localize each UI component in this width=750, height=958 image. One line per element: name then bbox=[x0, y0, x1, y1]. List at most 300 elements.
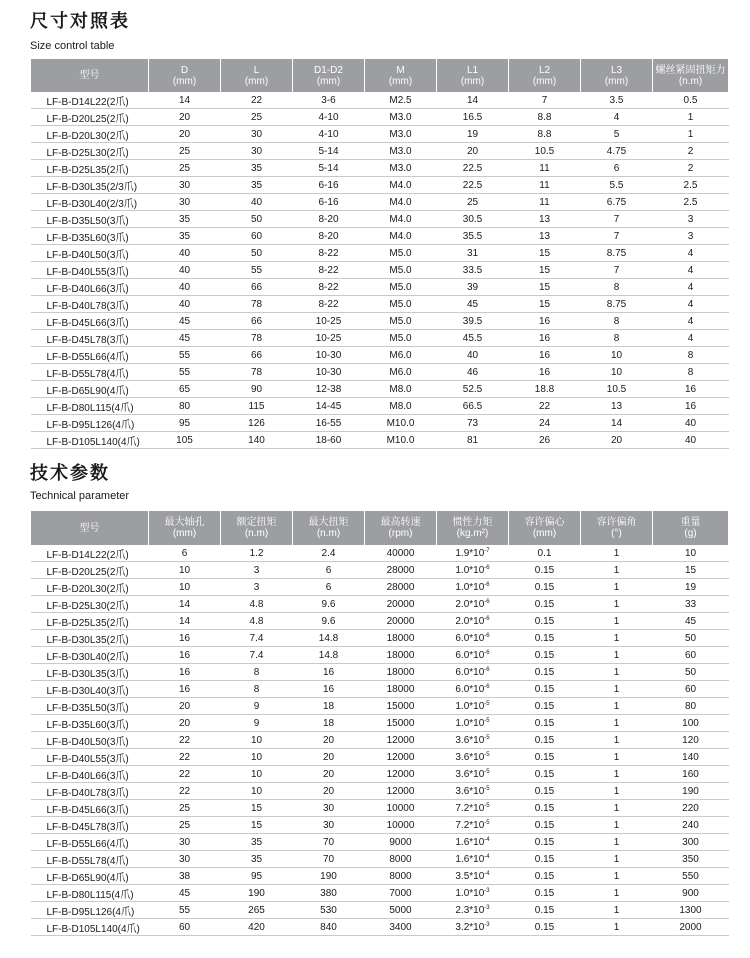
value-cell: 25 bbox=[437, 194, 509, 211]
value-cell: 19 bbox=[653, 579, 729, 596]
column-header: 额定扭矩 (n.m) bbox=[221, 511, 293, 545]
value-cell: M4.0 bbox=[365, 194, 437, 211]
column-header: 最大扭矩 (n.m) bbox=[293, 511, 365, 545]
tech-table-subtitle: Technical parameter bbox=[30, 490, 130, 502]
value-cell: 22 bbox=[221, 92, 293, 109]
value-cell: 15 bbox=[509, 279, 581, 296]
value-cell: 115 bbox=[221, 398, 293, 415]
model-cell: LF-B-D30L35(2爪) bbox=[31, 630, 149, 647]
value-cell: M4.0 bbox=[365, 177, 437, 194]
value-cell: M5.0 bbox=[365, 245, 437, 262]
value-cell: 90 bbox=[221, 381, 293, 398]
table-row bbox=[31, 126, 729, 143]
value-cell: 80 bbox=[149, 398, 221, 415]
value-cell: 18 bbox=[293, 698, 365, 715]
model-cell: LF-B-D40L66(3爪) bbox=[31, 766, 149, 783]
value-cell: 4.75 bbox=[581, 143, 653, 160]
value-cell: 5-14 bbox=[293, 160, 365, 177]
value-cell: $1.6*10^{-4}$ bbox=[437, 851, 509, 868]
model-cell: LF-B-D105L140(4爪) bbox=[31, 432, 149, 449]
table-row bbox=[31, 194, 729, 211]
value-cell: 8-20 bbox=[293, 211, 365, 228]
value-cell: 66 bbox=[221, 279, 293, 296]
value-cell: 45 bbox=[437, 296, 509, 313]
value-cell: 8 bbox=[221, 681, 293, 698]
table-row bbox=[31, 664, 729, 681]
value-cell: 3.5 bbox=[581, 92, 653, 109]
value-cell: 15 bbox=[509, 245, 581, 262]
table-row bbox=[31, 613, 729, 630]
value-cell: 3-6 bbox=[293, 92, 365, 109]
value-cell: 52.5 bbox=[437, 381, 509, 398]
value-cell: 15 bbox=[221, 817, 293, 834]
tech-table-title: 技术参数 bbox=[30, 463, 110, 484]
value-cell: 1 bbox=[581, 902, 653, 919]
column-header: L (mm) bbox=[221, 59, 293, 92]
value-cell: 1 bbox=[581, 800, 653, 817]
value-cell: $1.0*10^{-3}$ bbox=[437, 885, 509, 902]
value-cell: 1 bbox=[581, 868, 653, 885]
value-cell: 45.5 bbox=[437, 330, 509, 347]
value-cell: 40 bbox=[149, 262, 221, 279]
column-header: M (mm) bbox=[365, 59, 437, 92]
value-cell: M5.0 bbox=[365, 262, 437, 279]
value-cell: 7 bbox=[581, 262, 653, 279]
value-cell: 78 bbox=[221, 330, 293, 347]
column-header: 重量 (g) bbox=[653, 511, 729, 545]
value-cell: 18000 bbox=[365, 647, 437, 664]
table-row bbox=[31, 834, 729, 851]
table-row bbox=[31, 415, 729, 432]
value-cell: 24 bbox=[509, 415, 581, 432]
value-cell: 140 bbox=[221, 432, 293, 449]
model-cell: LF-B-D40L50(3爪) bbox=[31, 732, 149, 749]
table-row bbox=[31, 579, 729, 596]
value-cell: 10 bbox=[221, 749, 293, 766]
value-cell: 7 bbox=[509, 92, 581, 109]
value-cell: 10 bbox=[221, 783, 293, 800]
value-cell: 4 bbox=[653, 296, 729, 313]
value-cell: 10-30 bbox=[293, 364, 365, 381]
value-cell: 0.15 bbox=[509, 885, 581, 902]
value-cell: 126 bbox=[221, 415, 293, 432]
value-cell: 1 bbox=[581, 851, 653, 868]
value-cell: 45 bbox=[149, 330, 221, 347]
value-cell: 80 bbox=[653, 698, 729, 715]
value-cell: 60 bbox=[653, 681, 729, 698]
value-cell: 10 bbox=[221, 766, 293, 783]
value-cell: 10.5 bbox=[581, 381, 653, 398]
value-cell: 25 bbox=[149, 143, 221, 160]
value-cell: 1 bbox=[581, 664, 653, 681]
value-cell: 16 bbox=[509, 347, 581, 364]
value-cell: 50 bbox=[653, 664, 729, 681]
value-cell: $3.6*10^{-5}$ bbox=[437, 766, 509, 783]
table-row bbox=[31, 868, 729, 885]
value-cell: 1 bbox=[653, 126, 729, 143]
value-cell: 15000 bbox=[365, 715, 437, 732]
value-cell: 0.15 bbox=[509, 681, 581, 698]
value-cell: 1 bbox=[653, 109, 729, 126]
value-cell: 13 bbox=[509, 211, 581, 228]
value-cell: 15 bbox=[509, 296, 581, 313]
value-cell: 0.15 bbox=[509, 766, 581, 783]
table-row bbox=[31, 160, 729, 177]
value-cell: 12000 bbox=[365, 783, 437, 800]
value-cell: 7 bbox=[581, 228, 653, 245]
value-cell: 16 bbox=[509, 330, 581, 347]
value-cell: 39 bbox=[437, 279, 509, 296]
value-cell: 5-14 bbox=[293, 143, 365, 160]
model-cell: LF-B-D20L30(2爪) bbox=[31, 126, 149, 143]
value-cell: 35 bbox=[149, 228, 221, 245]
size-table-title: 尺寸对照表 bbox=[30, 11, 130, 32]
value-cell: 18000 bbox=[365, 664, 437, 681]
value-cell: 0.15 bbox=[509, 630, 581, 647]
value-cell: 12000 bbox=[365, 732, 437, 749]
table-row bbox=[31, 783, 729, 800]
size-control-table bbox=[30, 59, 729, 449]
value-cell: 18 bbox=[293, 715, 365, 732]
model-cell: LF-B-D40L55(3爪) bbox=[31, 749, 149, 766]
value-cell: 8-22 bbox=[293, 245, 365, 262]
value-cell: 2.4 bbox=[293, 545, 365, 562]
value-cell: 22 bbox=[149, 732, 221, 749]
value-cell: 10 bbox=[653, 545, 729, 562]
value-cell: 50 bbox=[653, 630, 729, 647]
model-cell: LF-B-D55L66(4爪) bbox=[31, 347, 149, 364]
value-cell: 240 bbox=[653, 817, 729, 834]
value-cell: M10.0 bbox=[365, 415, 437, 432]
value-cell: 33.5 bbox=[437, 262, 509, 279]
value-cell: 3 bbox=[653, 211, 729, 228]
value-cell: 0.15 bbox=[509, 851, 581, 868]
table-row bbox=[31, 817, 729, 834]
value-cell: 20 bbox=[149, 126, 221, 143]
value-cell: 14 bbox=[149, 613, 221, 630]
value-cell: 16-55 bbox=[293, 415, 365, 432]
value-cell: $1.9*10^{-7}$ bbox=[437, 545, 509, 562]
value-cell: $3.2*10^{-3}$ bbox=[437, 919, 509, 936]
value-cell: 4-10 bbox=[293, 126, 365, 143]
value-cell: 81 bbox=[437, 432, 509, 449]
value-cell: 220 bbox=[653, 800, 729, 817]
value-cell: 0.15 bbox=[509, 749, 581, 766]
value-cell: 0.15 bbox=[509, 732, 581, 749]
value-cell: 30.5 bbox=[437, 211, 509, 228]
model-cell: LF-B-D45L78(3爪) bbox=[31, 817, 149, 834]
table-row bbox=[31, 902, 729, 919]
value-cell: 7.4 bbox=[221, 630, 293, 647]
value-cell: 16 bbox=[149, 647, 221, 664]
value-cell: 1 bbox=[581, 817, 653, 834]
value-cell: 0.15 bbox=[509, 596, 581, 613]
table-row bbox=[31, 364, 729, 381]
model-cell: LF-B-D40L78(3爪) bbox=[31, 296, 149, 313]
value-cell: 1300 bbox=[653, 902, 729, 919]
value-cell: 8 bbox=[653, 347, 729, 364]
value-cell: 16 bbox=[149, 630, 221, 647]
value-cell: 16 bbox=[149, 681, 221, 698]
table-row bbox=[31, 228, 729, 245]
value-cell: 0.15 bbox=[509, 800, 581, 817]
value-cell: 8 bbox=[653, 364, 729, 381]
value-cell: 13 bbox=[581, 398, 653, 415]
value-cell: 55 bbox=[149, 364, 221, 381]
model-cell: LF-B-D30L40(2/3爪) bbox=[31, 194, 149, 211]
value-cell: 46 bbox=[437, 364, 509, 381]
value-cell: 25 bbox=[149, 800, 221, 817]
table-row bbox=[31, 919, 729, 936]
model-cell: LF-B-D40L66(3爪) bbox=[31, 279, 149, 296]
value-cell: 2 bbox=[653, 143, 729, 160]
value-cell: 190 bbox=[221, 885, 293, 902]
value-cell: 0.15 bbox=[509, 817, 581, 834]
model-cell: LF-B-D65L90(4爪) bbox=[31, 381, 149, 398]
value-cell: 190 bbox=[653, 783, 729, 800]
value-cell: 1 bbox=[581, 681, 653, 698]
value-cell: 16.5 bbox=[437, 109, 509, 126]
value-cell: 22.5 bbox=[437, 177, 509, 194]
value-cell: 6 bbox=[293, 562, 365, 579]
value-cell: $6.0*10^{-6}$ bbox=[437, 681, 509, 698]
value-cell: 8000 bbox=[365, 851, 437, 868]
value-cell: 0.15 bbox=[509, 834, 581, 851]
value-cell: 1 bbox=[581, 630, 653, 647]
value-cell: 0.15 bbox=[509, 579, 581, 596]
value-cell: 20 bbox=[293, 783, 365, 800]
table-row bbox=[31, 109, 729, 126]
size-table-subtitle: Size control table bbox=[30, 40, 115, 52]
value-cell: 1 bbox=[581, 783, 653, 800]
value-cell: 45 bbox=[653, 613, 729, 630]
model-cell: LF-B-D35L60(3爪) bbox=[31, 715, 149, 732]
value-cell: 100 bbox=[653, 715, 729, 732]
value-cell: 4 bbox=[653, 313, 729, 330]
value-cell: 33 bbox=[653, 596, 729, 613]
value-cell: 0.15 bbox=[509, 715, 581, 732]
value-cell: $6.0*10^{-6}$ bbox=[437, 630, 509, 647]
value-cell: 20 bbox=[293, 749, 365, 766]
value-cell: 8.75 bbox=[581, 245, 653, 262]
value-cell: 1 bbox=[581, 545, 653, 562]
value-cell: M8.0 bbox=[365, 398, 437, 415]
value-cell: 16 bbox=[509, 313, 581, 330]
value-cell: 10 bbox=[581, 347, 653, 364]
value-cell: 30 bbox=[293, 817, 365, 834]
model-cell: LF-B-D30L40(2爪) bbox=[31, 647, 149, 664]
value-cell: M2.5 bbox=[365, 92, 437, 109]
model-cell: LF-B-D45L66(3爪) bbox=[31, 313, 149, 330]
value-cell: M5.0 bbox=[365, 313, 437, 330]
value-cell: 0.15 bbox=[509, 902, 581, 919]
value-cell: 8 bbox=[581, 313, 653, 330]
table-row bbox=[31, 177, 729, 194]
value-cell: 1 bbox=[581, 919, 653, 936]
value-cell: 14 bbox=[437, 92, 509, 109]
value-cell: 10-30 bbox=[293, 347, 365, 364]
value-cell: 3 bbox=[653, 228, 729, 245]
value-cell: 70 bbox=[293, 851, 365, 868]
value-cell: 14.8 bbox=[293, 647, 365, 664]
value-cell: 4 bbox=[653, 330, 729, 347]
value-cell: 120 bbox=[653, 732, 729, 749]
value-cell: $2.3*10^{-3}$ bbox=[437, 902, 509, 919]
value-cell: 1 bbox=[581, 885, 653, 902]
value-cell: $1.0*10^{-6}$ bbox=[437, 579, 509, 596]
value-cell: 420 bbox=[221, 919, 293, 936]
value-cell: 35 bbox=[221, 177, 293, 194]
value-cell: 20 bbox=[437, 143, 509, 160]
table-row bbox=[31, 279, 729, 296]
value-cell: $6.0*10^{-6}$ bbox=[437, 664, 509, 681]
model-cell: LF-B-D55L66(4爪) bbox=[31, 834, 149, 851]
value-cell: 73 bbox=[437, 415, 509, 432]
model-cell: LF-B-D80L115(4爪) bbox=[31, 398, 149, 415]
value-cell: 4.8 bbox=[221, 596, 293, 613]
table-row bbox=[31, 630, 729, 647]
model-cell: LF-B-D95L126(4爪) bbox=[31, 902, 149, 919]
column-header: 最高转速 (rpm) bbox=[365, 511, 437, 545]
value-cell: 20 bbox=[149, 715, 221, 732]
value-cell: 45 bbox=[149, 885, 221, 902]
value-cell: 4 bbox=[653, 262, 729, 279]
value-cell: 7.4 bbox=[221, 647, 293, 664]
value-cell: 20 bbox=[581, 432, 653, 449]
value-cell: 16 bbox=[509, 364, 581, 381]
value-cell: 265 bbox=[221, 902, 293, 919]
model-cell: LF-B-D55L78(4爪) bbox=[31, 851, 149, 868]
value-cell: 15000 bbox=[365, 698, 437, 715]
value-cell: 11 bbox=[509, 194, 581, 211]
value-cell: 14 bbox=[581, 415, 653, 432]
value-cell: 2.5 bbox=[653, 177, 729, 194]
value-cell: 4 bbox=[653, 279, 729, 296]
value-cell: 105 bbox=[149, 432, 221, 449]
value-cell: 9000 bbox=[365, 834, 437, 851]
value-cell: 8-22 bbox=[293, 262, 365, 279]
value-cell: 12000 bbox=[365, 766, 437, 783]
value-cell: 3400 bbox=[365, 919, 437, 936]
value-cell: 30 bbox=[149, 177, 221, 194]
value-cell: 1 bbox=[581, 596, 653, 613]
value-cell: 10 bbox=[149, 579, 221, 596]
column-header: D1-D2 (mm) bbox=[293, 59, 365, 92]
value-cell: 66 bbox=[221, 313, 293, 330]
value-cell: 9.6 bbox=[293, 596, 365, 613]
value-cell: 20 bbox=[149, 109, 221, 126]
value-cell: $3.6*10^{-5}$ bbox=[437, 732, 509, 749]
table-header-row bbox=[31, 59, 729, 92]
value-cell: 66.5 bbox=[437, 398, 509, 415]
table-row bbox=[31, 313, 729, 330]
column-header: L2 (mm) bbox=[509, 59, 581, 92]
column-header: 惯性力矩 (kg.m²) bbox=[437, 511, 509, 545]
value-cell: 30 bbox=[149, 851, 221, 868]
value-cell: 1.2 bbox=[221, 545, 293, 562]
value-cell: $3.6*10^{-5}$ bbox=[437, 783, 509, 800]
value-cell: 0.15 bbox=[509, 698, 581, 715]
value-cell: 30 bbox=[221, 126, 293, 143]
value-cell: 55 bbox=[149, 347, 221, 364]
value-cell: 160 bbox=[653, 766, 729, 783]
model-cell: LF-B-D30L35(2/3爪) bbox=[31, 177, 149, 194]
value-cell: 1 bbox=[581, 698, 653, 715]
value-cell: 10 bbox=[221, 732, 293, 749]
column-header: L1 (mm) bbox=[437, 59, 509, 92]
value-cell: 900 bbox=[653, 885, 729, 902]
value-cell: 15 bbox=[221, 800, 293, 817]
value-cell: 18000 bbox=[365, 630, 437, 647]
value-cell: 1 bbox=[581, 732, 653, 749]
table-row bbox=[31, 800, 729, 817]
value-cell: 4-10 bbox=[293, 109, 365, 126]
column-header: 型号 bbox=[31, 511, 149, 545]
value-cell: $1.0*10^{-6}$ bbox=[437, 562, 509, 579]
value-cell: 20000 bbox=[365, 613, 437, 630]
value-cell: 6-16 bbox=[293, 177, 365, 194]
table-row bbox=[31, 92, 729, 109]
value-cell: 30 bbox=[293, 800, 365, 817]
value-cell: 60 bbox=[653, 647, 729, 664]
value-cell: 50 bbox=[221, 211, 293, 228]
model-cell: LF-B-D40L50(3爪) bbox=[31, 245, 149, 262]
value-cell: 4 bbox=[581, 109, 653, 126]
model-cell: LF-B-D20L25(2爪) bbox=[31, 562, 149, 579]
value-cell: 6 bbox=[293, 579, 365, 596]
model-cell: LF-B-D45L66(3爪) bbox=[31, 800, 149, 817]
value-cell: 11 bbox=[509, 160, 581, 177]
value-cell: 7 bbox=[581, 211, 653, 228]
column-header: 型号 bbox=[31, 59, 149, 92]
value-cell: 35 bbox=[221, 851, 293, 868]
value-cell: 12000 bbox=[365, 749, 437, 766]
value-cell: 7000 bbox=[365, 885, 437, 902]
column-header: L3 (mm) bbox=[581, 59, 653, 92]
value-cell: 5000 bbox=[365, 902, 437, 919]
value-cell: 10-25 bbox=[293, 330, 365, 347]
value-cell: 28000 bbox=[365, 579, 437, 596]
table-row bbox=[31, 262, 729, 279]
value-cell: 0.15 bbox=[509, 919, 581, 936]
table-row bbox=[31, 545, 729, 562]
value-cell: 40 bbox=[149, 296, 221, 313]
value-cell: 35.5 bbox=[437, 228, 509, 245]
value-cell: 1 bbox=[581, 579, 653, 596]
model-cell: LF-B-D25L35(2爪) bbox=[31, 160, 149, 177]
value-cell: 2.5 bbox=[653, 194, 729, 211]
model-cell: LF-B-D40L78(3爪) bbox=[31, 783, 149, 800]
table-row bbox=[31, 381, 729, 398]
table-row bbox=[31, 596, 729, 613]
value-cell: 30 bbox=[149, 194, 221, 211]
value-cell: M3.0 bbox=[365, 160, 437, 177]
value-cell: M3.0 bbox=[365, 109, 437, 126]
value-cell: 40000 bbox=[365, 545, 437, 562]
value-cell: 60 bbox=[221, 228, 293, 245]
value-cell: M5.0 bbox=[365, 279, 437, 296]
table-row bbox=[31, 143, 729, 160]
value-cell: 10-25 bbox=[293, 313, 365, 330]
value-cell: 40 bbox=[437, 347, 509, 364]
value-cell: $1.0*10^{-5}$ bbox=[437, 698, 509, 715]
value-cell: 8 bbox=[581, 279, 653, 296]
table-row bbox=[31, 562, 729, 579]
value-cell: 40 bbox=[149, 245, 221, 262]
value-cell: 78 bbox=[221, 364, 293, 381]
value-cell: 3 bbox=[221, 562, 293, 579]
value-cell: 11 bbox=[509, 177, 581, 194]
